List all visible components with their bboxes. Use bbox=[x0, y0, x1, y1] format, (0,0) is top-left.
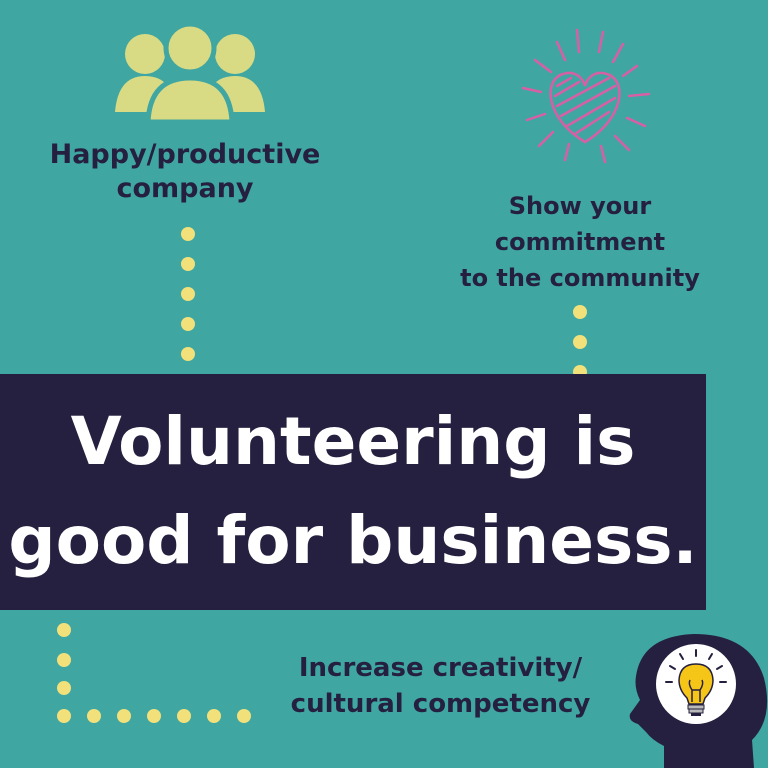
head-lightbulb-icon bbox=[624, 628, 768, 768]
show-line2: commitment bbox=[494, 228, 666, 256]
dotted-connector-right bbox=[570, 302, 590, 382]
people-group-icon bbox=[110, 14, 270, 124]
headline-banner bbox=[0, 374, 706, 610]
headline-line2: good for business. bbox=[8, 502, 698, 579]
happy-company-label bbox=[20, 138, 350, 206]
creativity-label bbox=[268, 650, 613, 723]
show-line1: Show your bbox=[508, 192, 652, 220]
headline bbox=[0, 374, 706, 590]
community-commitment-label bbox=[430, 188, 730, 296]
headline-line1: Volunteering is bbox=[70, 403, 636, 480]
heart-icon bbox=[505, 22, 665, 172]
increase-line2: cultural competency bbox=[290, 689, 591, 720]
happy-line2: company bbox=[116, 172, 254, 204]
show-line3: to the community bbox=[460, 264, 700, 292]
increase-line1: Increase creativity/ bbox=[298, 653, 583, 683]
dotted-connector-bottom bbox=[54, 620, 254, 730]
dotted-connector-left bbox=[178, 224, 198, 364]
happy-line1: Happy/productive bbox=[49, 139, 321, 170]
